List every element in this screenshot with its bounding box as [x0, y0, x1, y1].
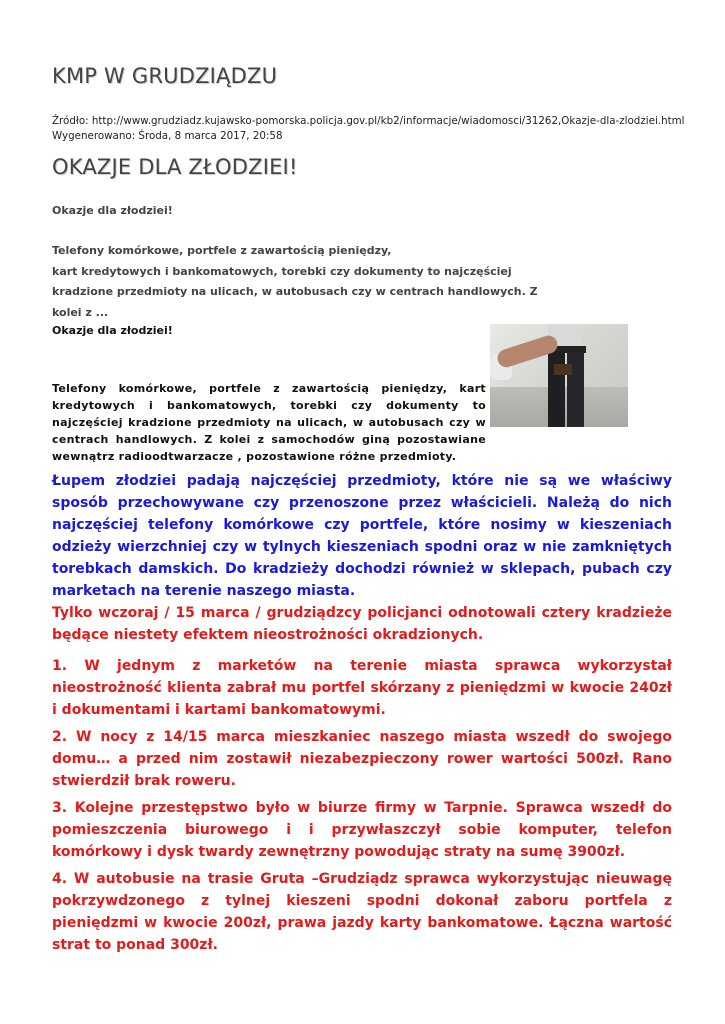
source-url: Źródło: http://www.grudziadz.kujawsko-pomorska.policja.gov.pl/kb2/informacje/wiadomosci/31262,Okazje-dla-zlodziei.html: [52, 115, 685, 127]
body-paragraph: Telefony komórkowe, portfele z zawartością pieniędzy, kart kredytowych i bankomatowych, torebki czy dokumenty to najczęściej kradzione przedmioty na ulicach, w autobusach czy w centrach handlowych. Z kolei z samochodów giną pozostawiane wewnątrz radioodtwarzacze , pozostawione różne przedmioty.: [52, 382, 486, 463]
incidents-intro: Tylko wczoraj / 15 marca / grudziądzcy policjanci odnotowali cztery kradzieże będące niestety efektem nieostrożności okradzionych.: [52, 605, 672, 643]
incident-item: 4. W autobusie na trasie Gruta –Grudziądz sprawca wykorzystując nieuwagę pokrzywdzonego z tylnej kieszeni spodni dokonał zaboru portfela z pieniędzmi w kwocie 200zł, prawa jazdy karty bankomatowe. Łączna wartość strat to ponad 300zł.: [52, 871, 672, 953]
article-title: OKAZJE DLA ZŁODZIEI!: [52, 155, 298, 179]
lead-line: kart kredytowych i bankomatowych, torebki czy dokumenty to najczęściej: [52, 264, 512, 278]
incident-item: 1. W jednym z marketów na terenie miasta sprawca wykorzystał nieostrożność klienta zabrał mu portfel skórzany z pieniędzmi w kwocie 240zł i dokumentami i kartami bankomatowymi.: [52, 658, 672, 718]
lead-line: kradzione przedmioty na ulicach, w autobusach czy w centrach handlowych. Z: [52, 285, 538, 298]
lead-title: Okazje dla złodziei!: [52, 204, 173, 217]
incident-item: 2. W nocy z 14/15 marca mieszkaniec naszego miasta wszedł do swojego domu… a przed nim zostawił niezabezpieczony rower wartości 500zł. Rano stwierdził brak roweru.: [52, 729, 672, 789]
site-title: KMP W GRUDZIĄDZU: [52, 64, 278, 88]
photo-wallet: [554, 364, 572, 375]
lead-line: kolei z ...: [52, 305, 109, 319]
lead-summary: [52, 241, 552, 323]
incident-item: 3. Kolejne przestępstwo było w biurze firmy w Tarpnie. Sprawca wszedł do pomieszczenia biurowego i i przywłaszczył sobie komputer, telefon komórkowy i dysk twardy zewnętrzny powodując straty na sumę 3900zł.: [52, 800, 672, 860]
article-subheading: Okazje dla złodziei!: [52, 324, 173, 337]
pickpocket-photo: [490, 324, 628, 427]
source-meta: [52, 114, 685, 144]
generated-date: Wygenerowano: Środa, 8 marca 2017, 20:58: [52, 130, 283, 142]
lead-line: Telefony komórkowe, portfele z zawartością pieniędzy,: [52, 244, 392, 257]
warning-paragraph: Łupem złodziei padają najczęściej przedmioty, które nie są we właściwy sposób przechowywane czy przenoszone przez właścicieli. Należą do nich najczęściej telefony komórkowe czy portfele, które nosimy w kieszeniach odzieży wierzchniej czy w tylnych kieszeniach spodni oraz w nie zamkniętych torebkach damskich. Do kradzieży dochodzi również w sklepach, pubach czy marketach na terenie naszego miasta.: [52, 473, 672, 599]
